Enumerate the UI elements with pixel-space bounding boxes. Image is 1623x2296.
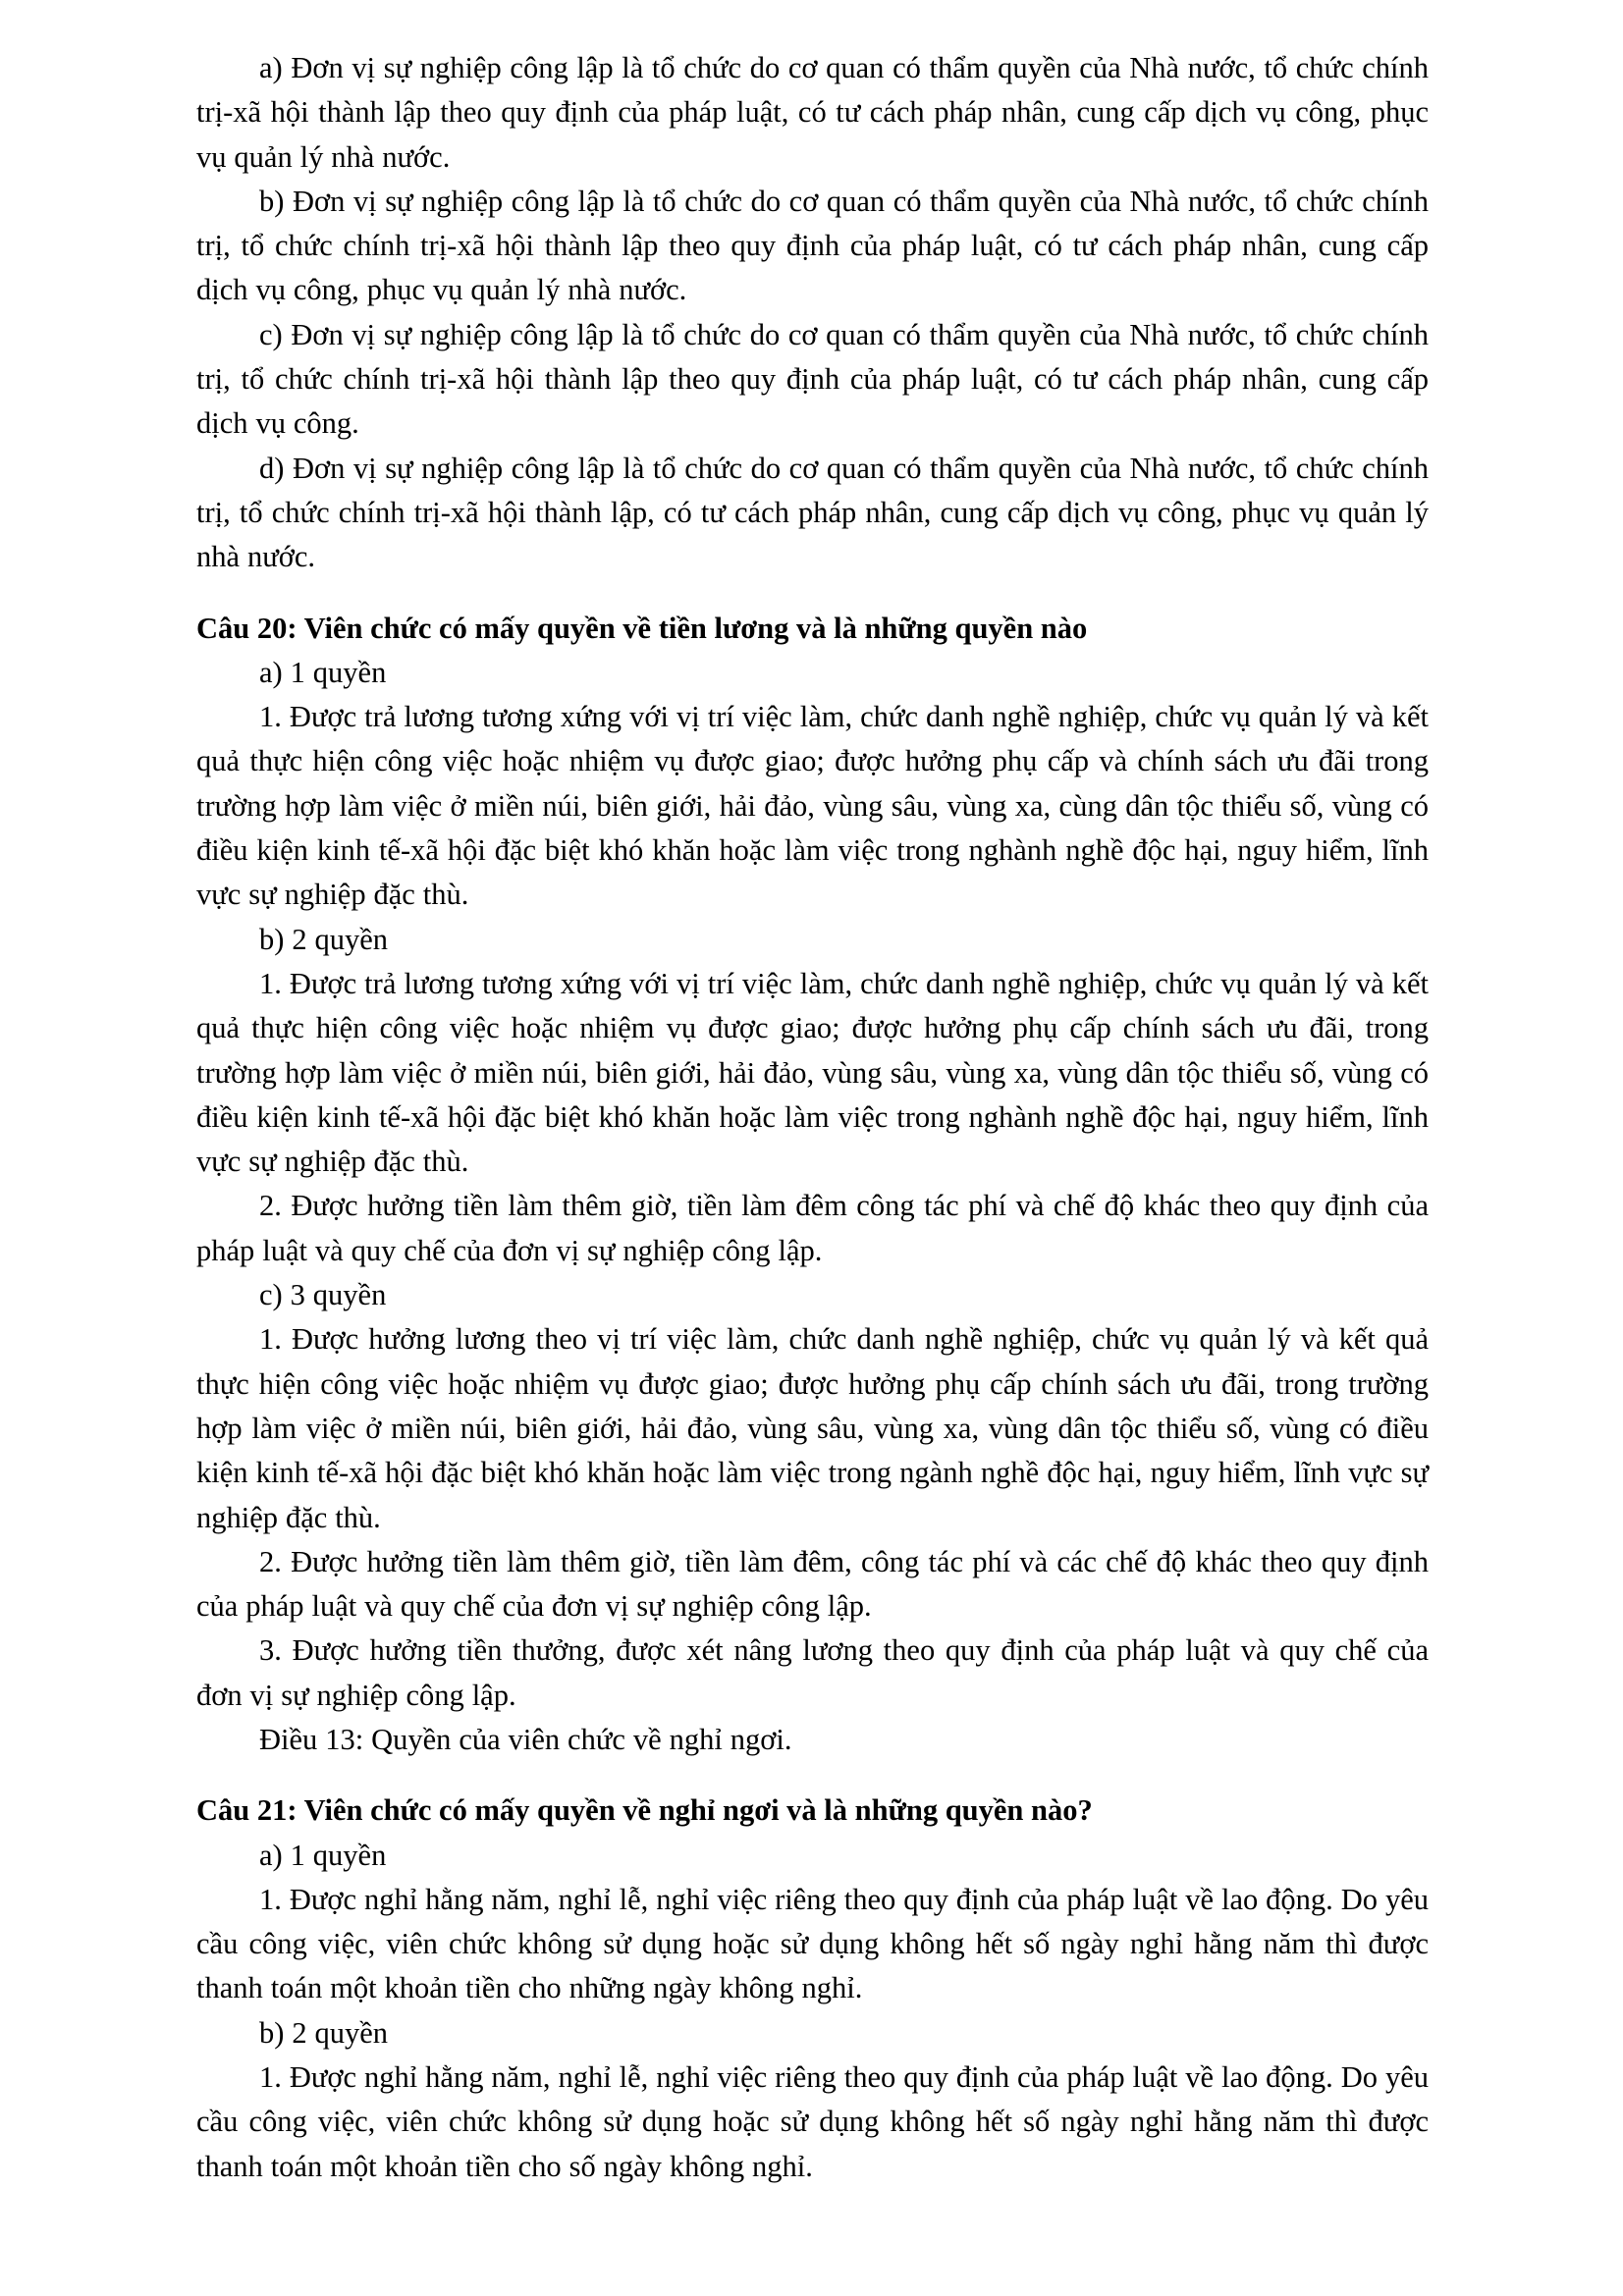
question-20-dieu-13-reference: Điều 13: Quyền của viên chức về nghỉ ngơi. [259, 1722, 792, 1756]
spacer-before-question-20 [196, 580, 1429, 607]
question-21-heading: Câu 21: Viên chức có mấy quyền về nghỉ ngơi và là những quyền nào? [196, 1793, 1093, 1828]
question-20-option-b-item-1: 1. Được trả lương tương xứng với vị trí việc làm, chức danh nghề nghiệp, chức vụ quản lý và kết quả thực hiện công việc hoặc nhiệm vụ được giao; được hưởng phụ cấp chính sách ưu đãi, trong trường hợp làm việc ở miền núi, biên giới, hải đảo, vùng sâu, vùng xa, vùng dân tộc thiểu số, vùng có điều kiện kinh tế-xã hội đặc biệt khó khăn hoặc làm việc trong nghành nghề độc hại, nguy hiểm, lĩnh vực sự nghiệp đặc thù. [196, 966, 1429, 1179]
question-20-option-a-item-1: 1. Được trả lương tương xứng với vị trí việc làm, chức danh nghề nghiệp, chức vụ quản lý và kết quả thực hiện công việc hoặc nhiệm vụ được giao; được hưởng phụ cấp và chính sách ưu đãi trong trường hợp làm việc ở miền núi, biên giới, hải đảo, vùng sâu, vùng xa, cùng dân tộc thiểu số, vùng có điều kiện kinh tế-xã hội đặc biệt khó khăn hoặc làm việc trong nghành nghề độc hại, nguy hiểm, lĩnh vực sự nghiệp đặc thù. [196, 700, 1429, 912]
question-21-option-b-label: b) 2 quyền [259, 2015, 389, 2050]
question-20-option-c-item-1: 1. Được hưởng lương theo vị trí việc làm, chức danh nghề nghiệp, chức vụ quản lý và kết quả thực hiện công việc hoặc nhiệm vụ được giao; được hưởng phụ cấp chính sách ưu đãi, trong trường hợp làm việc ở miền núi, biên giới, hải đảo, vùng sâu, vùng xa, vùng dân tộc thiểu số, vùng có điều kiện kinh tế-xã hội đặc biệt khó khăn hoặc làm việc trong ngành nghề độc hại, nguy hiểm, lĩnh vực sự nghiệp đặc thù. [196, 1322, 1429, 1534]
question-20-heading: Câu 20: Viên chức có mấy quyền về tiền lương và là những quyền nào [196, 611, 1088, 645]
question-21-option-b-item-1: 1. Được nghỉ hằng năm, nghỉ lễ, nghỉ việc riêng theo quy định của pháp luật về lao động. Do yêu cầu công việc, viên chức không sử dụng hoặc sử dụng không hết số ngày nghỉ hằng năm thì được thanh toán một khoản tiền cho số ngày không nghỉ. [196, 2060, 1429, 2183]
question-20-option-c-item-2: 2. Được hưởng tiền làm thêm giờ, tiền làm đêm, công tác phí và các chế độ khác theo quy định của pháp luật và quy chế của đơn vị sự nghiệp công lập. [196, 1544, 1429, 1624]
paragraph-answer-b-prev: b) Đơn vị sự nghiệp công lập là tổ chức do cơ quan có thẩm quyền của Nhà nước, tổ chức chính trị, tổ chức chính trị-xã hội thành lập theo quy định của pháp luật, có tư cách pháp nhân, cung cấp dịch vụ công, phục vụ quản lý nhà nước. [196, 184, 1429, 307]
paragraph-answer-a-prev: a) Đơn vị sự nghiệp công lập là tổ chức do cơ quan có thẩm quyền của Nhà nước, tổ chức chính trị-xã hội thành lập theo quy định của pháp luật, có tư cách pháp nhân, cung cấp dịch vụ công, phục vụ quản lý nhà nước. [196, 51, 1429, 174]
paragraph-answer-d-prev: d) Đơn vị sự nghiệp công lập là tổ chức do cơ quan có thẩm quyền của Nhà nước, tổ chức chính trị, tổ chức chính trị-xã hội thành lập, có tư cách pháp nhân, cung cấp dịch vụ công, phục vụ quản lý nhà nước. [196, 451, 1429, 574]
question-20-option-c-item-3: 3. Được hưởng tiền thưởng, được xét nâng lương theo quy định của pháp luật và quy chế của đơn vị sự nghiệp công lập. [196, 1633, 1429, 1712]
question-21-option-a-label: a) 1 quyền [259, 1838, 387, 1872]
question-21-option-a-item-1: 1. Được nghỉ hằng năm, nghỉ lễ, nghỉ việc riêng theo quy định của pháp luật về lao động. Do yêu cầu công việc, viên chức không sử dụng hoặc sử dụng không hết số ngày nghỉ hằng năm thì được thanh toán một khoản tiền cho những ngày không nghỉ. [196, 1882, 1429, 2005]
paragraph-answer-c-prev: c) Đơn vị sự nghiệp công lập là tổ chức do cơ quan có thẩm quyền của Nhà nước, tổ chức chính trị, tổ chức chính trị-xã hội thành lập theo quy định của pháp luật, có tư cách pháp nhân, cung cấp dịch vụ công. [196, 317, 1429, 441]
question-20-option-a-label: a) 1 quyền [259, 655, 387, 689]
question-20-option-b-item-2: 2. Được hưởng tiền làm thêm giờ, tiền làm đêm công tác phí và chế độ khác theo quy định của pháp luật và quy chế của đơn vị sự nghiệp công lập. [196, 1189, 1429, 1267]
question-20-option-c-label: c) 3 quyền [259, 1278, 387, 1312]
spacer-before-question-21 [196, 1762, 1429, 1789]
question-20-option-b-label: b) 2 quyền [259, 922, 389, 956]
